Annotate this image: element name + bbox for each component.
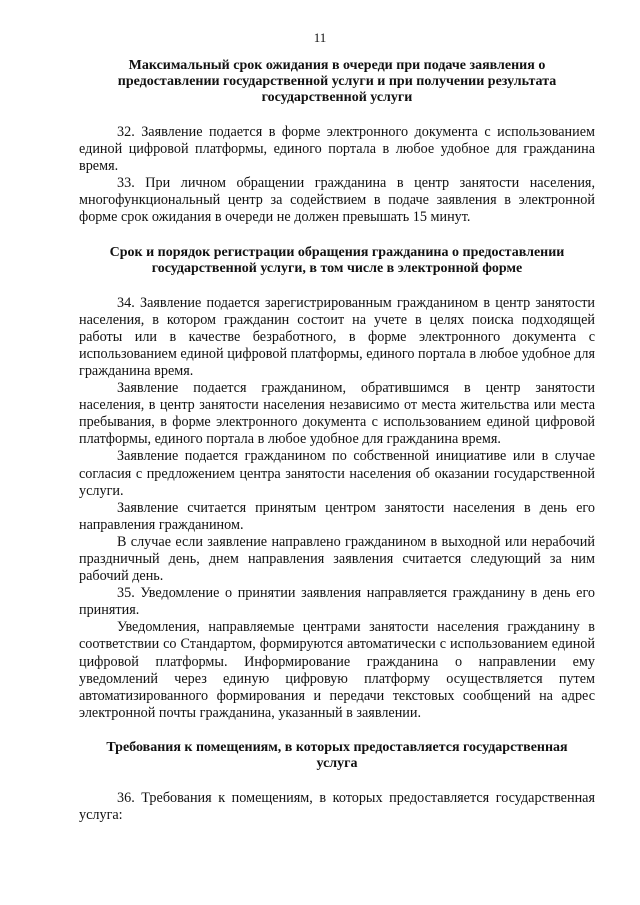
- section-heading-registration-procedure: Срок и порядок регистрации обращения гражданина о предоставлении государственной услуги, в том числе в электронной форме: [109, 244, 565, 276]
- paragraph-34: 34. Заявление подается зарегистрированным гражданином в центр занятости населения, в котором гражданин состоит на учете в целях поиска подходящей работы или в качестве безработного, в форме электронного документа с использованием единой цифровой платформы, единого портала в любое удобное для гражданина время.: [79, 294, 595, 379]
- paragraph-34-weekend-rule: В случае если заявление направлено гражданином в выходной или нерабочий праздничный день, днем направления заявления считается следующий за ним рабочий день.: [79, 533, 595, 585]
- paragraph-34-application-any-location: Заявление подается гражданином, обратившимся в центр занятости населения, в центр занятости населения независимо от места жительства или места пребывания, в форме электронного документа с использованием единой цифровой платформы, единого портала в любое удобное для гражданина время.: [79, 380, 595, 448]
- paragraph-32: 32. Заявление подается в форме электронного документа с использованием единой цифровой платформы, единого портала в любое удобное для гражданина время.: [79, 124, 595, 175]
- section-heading-queue-waiting-time: Максимальный срок ожидания в очереди при подаче заявления о предоставлении государственной услуги и при получении результата государственной услуги: [117, 58, 557, 105]
- page-number: 11: [313, 30, 327, 45]
- paragraph-36: 36. Требования к помещениям, в которых предоставляется государственная услуга:: [79, 789, 595, 823]
- document-body: [79, 58, 595, 824]
- paragraph-35: 35. Уведомление о принятии заявления направляется гражданину в день его принятия.: [79, 585, 595, 619]
- paragraph-34-own-initiative: Заявление подается гражданином по собственной инициативе или в случае согласия с предложением центра занятости населения об оказании государственной услуги.: [79, 448, 595, 499]
- section-heading-premises-requirements: Требования к помещениям, в которых предоставляется государственная услуга: [106, 739, 568, 771]
- paragraph-34-accepted-date: Заявление считается принятым центром занятости населения в день его направления гражданином.: [79, 499, 595, 533]
- paragraph-33: 33. При личном обращении гражданина в центр занятости населения, многофункциональный центр за содействием в подаче заявления в электронной форме срок ожидания в очереди не должен превышать 15 минут.: [79, 175, 595, 226]
- paragraph-35-notifications: Уведомления, направляемые центрами занятости населения гражданину в соответствии со Стандартом, формируются автоматически с использованием единой цифровой платформы. Информирование гражданина о направлении ему уведомлений через единую цифровую платформу осуществляется путем автоматизированного формирования и передачи текстовых сообщений на адрес электронной почты гражданина, указанный в заявлении.: [79, 619, 595, 721]
